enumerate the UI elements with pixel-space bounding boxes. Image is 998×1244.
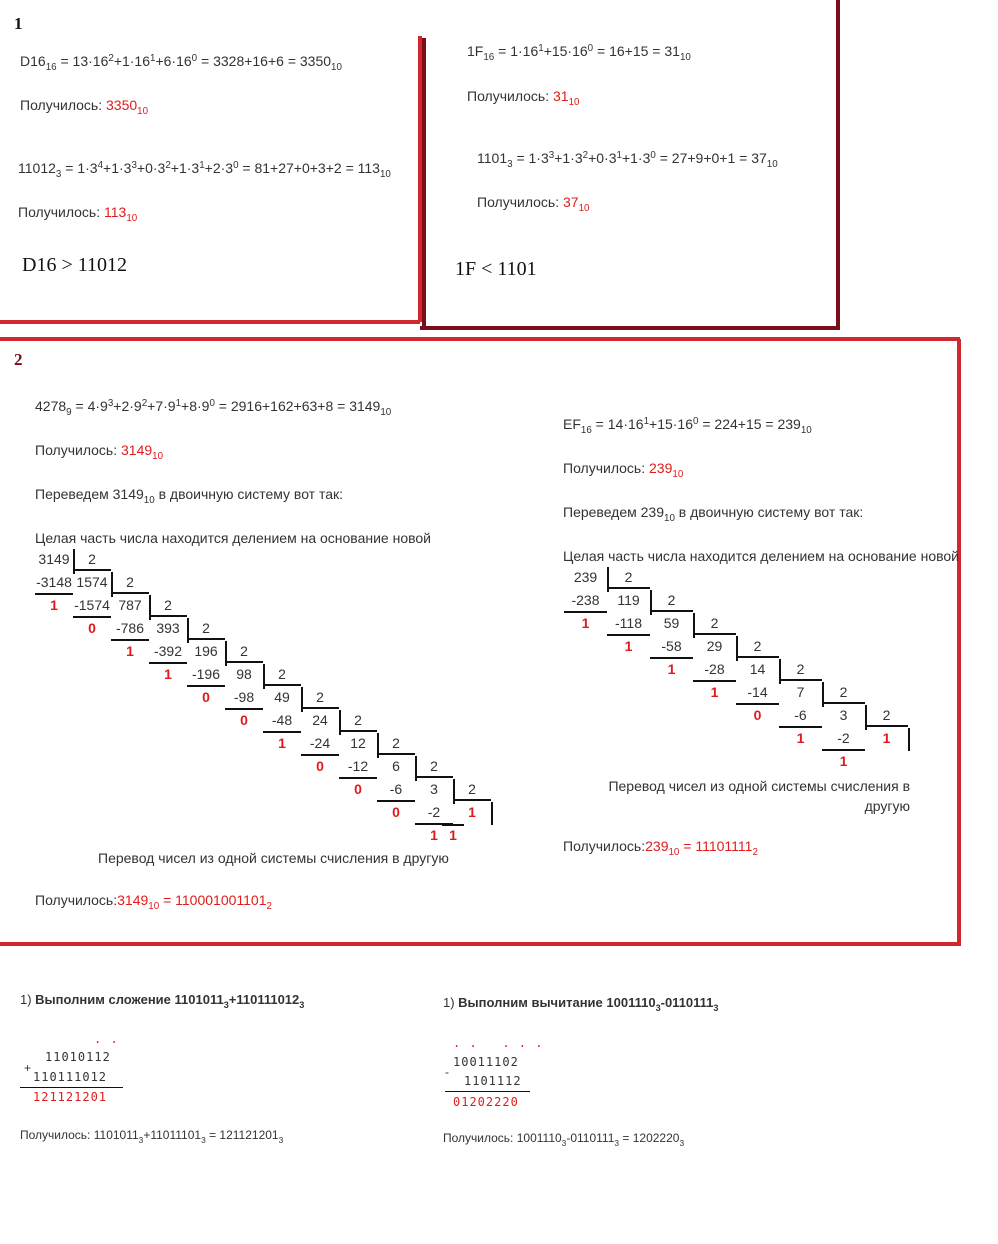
division-divisor: 2	[316, 689, 324, 705]
division-remainder: 1	[126, 643, 134, 659]
division-divisor: 2	[240, 643, 248, 659]
division-subtracted: -6	[794, 707, 807, 723]
division-dividend: 98	[236, 666, 252, 682]
division-dividend: 3	[430, 781, 438, 797]
division-dividend: 24	[312, 712, 328, 728]
division-remainder: 1	[796, 730, 805, 746]
division-dividend: 29	[706, 638, 723, 654]
division-remainder: 0	[88, 620, 96, 636]
subtraction-row2: 1101112	[464, 1074, 522, 1088]
result-ef: Получилось: $239_{10}$	[563, 460, 684, 480]
section-1-number: 1	[14, 14, 23, 33]
comparison-left: D16 > 11012	[22, 254, 127, 276]
division-remainder: 0	[240, 712, 248, 728]
addition-row2: 110111012	[33, 1070, 108, 1084]
division-remainder: 1	[50, 597, 58, 613]
division-dividend: 3149	[38, 551, 70, 567]
equation-11012: $11012_3 = 1\cdot 3^4+1\cdot 3^3+0\cdot 3^2+1\cdot 3^1+2\cdot 3^0 = 81+27+0+3+2 = 113_{10}$	[18, 160, 391, 180]
division-dividend: 59	[663, 615, 680, 631]
division-divisor: 2	[88, 551, 96, 567]
division-divisor: 2	[430, 758, 438, 774]
addition-result: Получилось: $1101011_3+11011101_3 = 121121201_3$	[20, 1128, 284, 1145]
division-remainder: 0	[202, 689, 210, 705]
division-subtracted: -3148	[36, 574, 72, 590]
division-remainder: 1	[581, 615, 590, 631]
section-2-number: 2	[14, 350, 23, 369]
division-dividend: 49	[274, 689, 290, 705]
division-subtracted: -2	[427, 804, 441, 820]
division-remainder: 1	[430, 827, 438, 843]
division-subtracted: -1574	[74, 597, 110, 613]
comparison-right: 1F < 1101	[455, 258, 537, 280]
division-divisor: 2	[392, 735, 400, 751]
division-last-quotient: 1	[468, 804, 476, 820]
division-divisor: 2	[796, 661, 805, 677]
equation-4278: $4278_9 = 4\cdot 9^3+2\cdot 9^2+7\cdot 9^1+8\cdot 9^0 = 2916+162+63+8 = 3149_{10}$	[35, 398, 392, 418]
division-remainder: 1	[624, 638, 633, 654]
division-divisor: 2	[710, 615, 719, 631]
equation-1f: $1F_{16} = 1\cdot 16^1+15\cdot 16^0 = 16+15 = 31_{10}$	[467, 43, 691, 63]
convert-3149: Переведем $3149_{10}$ в двоичную систему вот так:	[35, 486, 344, 506]
division-remainder: 0	[392, 804, 400, 820]
minus-sign: -	[445, 1065, 449, 1079]
division-remainder: 0	[354, 781, 362, 797]
division-last-bottom: 1	[449, 827, 457, 843]
division-divisor: 2	[667, 592, 676, 608]
division-dividend: 787	[118, 597, 142, 613]
result-d16: Получилось: $3350_{10}$	[20, 97, 149, 117]
division-dividend: 14	[749, 661, 766, 677]
division-subtracted: -28	[704, 661, 725, 677]
subtraction-title: 1) Выполним вычитание $1001110_3-0110111_3$	[443, 995, 719, 1013]
division-subtracted: -98	[233, 689, 255, 705]
division-dividend: 1574	[76, 574, 108, 590]
division-divisor: 2	[354, 712, 362, 728]
division-subtracted: -58	[661, 638, 682, 654]
subtraction-row1: 10011102	[453, 1055, 519, 1069]
final-3149: $Получилось:3149_{10} = 110001001101_2$	[35, 892, 272, 912]
intpart-right: Целая часть числа находится делением на основание новой	[563, 548, 959, 564]
equation-ef: $EF_{16} = 14\cdot 16^1+15\cdot 16^0 = 224+15 = 239_{10}$	[563, 416, 812, 436]
equation-d16: $D16_{16} = 13\cdot 16^2+1\cdot 16^1+6\cdot 16^0 = 3328+16+6 = 3350_{10}$	[20, 53, 342, 73]
division-dividend: 119	[617, 592, 640, 608]
division-subtracted: -6	[389, 781, 403, 797]
division-subtracted: -196	[191, 666, 221, 682]
result-1101: Получилось: $37_{10}$	[477, 194, 590, 214]
subtraction-diff: 01202220	[453, 1095, 519, 1109]
division-divisor: 2	[753, 638, 762, 654]
division-remainder: 1	[278, 735, 286, 751]
division-remainder: 1	[710, 684, 719, 700]
division-subtracted: -48	[271, 712, 293, 728]
division-remainder: 0	[316, 758, 324, 774]
division-dividend: 12	[350, 735, 366, 751]
division-divisor: 2	[624, 569, 633, 585]
division-dividend: 7	[796, 684, 805, 700]
division-divisor: 2	[468, 781, 476, 797]
division-subtracted: -12	[347, 758, 369, 774]
result-1f: Получилось: $31_{10}$	[467, 88, 580, 108]
caption-left: Перевод чисел из одной системы счисления в другую	[98, 850, 449, 866]
equation-1101: $1101_3 = 1\cdot 3^3+1\cdot 3^2+0\cdot 3^1+1\cdot 3^0 = 27+9+0+1 = 37_{10}$	[477, 150, 778, 170]
division-remainder: 1	[164, 666, 172, 682]
division-divisor: 2	[202, 620, 210, 636]
final-239: $Получилось:239_{10} = 11101111_2$	[563, 838, 758, 858]
division-dividend: 239	[573, 569, 598, 585]
division-divisor: 2	[882, 707, 891, 723]
division-remainder: 0	[753, 707, 762, 723]
division-subtracted: -24	[309, 735, 331, 751]
division-subtracted: -786	[115, 620, 145, 636]
division-remainder: 1	[839, 753, 848, 769]
division-dividend: 6	[392, 758, 400, 774]
division-subtracted: -392	[153, 643, 183, 659]
division-divisor: 2	[278, 666, 286, 682]
addition-title: 1) Выполним сложение $1101011_3+110111012_3$	[20, 992, 305, 1010]
division-remainder: 1	[667, 661, 676, 677]
division-dividend: 3	[839, 707, 848, 723]
addition-carry: . .	[94, 1032, 119, 1046]
division-subtracted: -118	[615, 615, 642, 631]
division-subtracted: -14	[747, 684, 768, 700]
division-divisor: 2	[126, 574, 134, 590]
caption-right: Перевод чисел из одной системы счисления в другую	[608, 778, 910, 814]
addition-row1: 11010112	[45, 1050, 111, 1064]
addition-sum: 121121201	[33, 1090, 108, 1104]
plus-sign: +	[24, 1061, 32, 1075]
subtraction-borrow: . . . . .	[453, 1036, 544, 1050]
subtraction-result: Получилось: $1001110_3-0110111_3 = 1202220_3$	[443, 1131, 685, 1148]
result-11012: Получилось: $113_{10}$	[18, 204, 138, 224]
division-dividend: 196	[194, 643, 218, 659]
intpart-left: Целая часть числа находится делением на основание новой	[35, 530, 431, 546]
division-last-quotient: 1	[882, 730, 891, 746]
convert-239: Переведем $239_{10}$ в двоичную систему вот так:	[563, 504, 864, 524]
result-4278: Получилось: $3149_{10}$	[35, 442, 164, 462]
division-subtracted: -238	[571, 592, 600, 608]
division-divisor: 2	[839, 684, 848, 700]
division-subtracted: -2	[837, 730, 850, 746]
division-divisor: 2	[164, 597, 172, 613]
division-dividend: 393	[156, 620, 180, 636]
